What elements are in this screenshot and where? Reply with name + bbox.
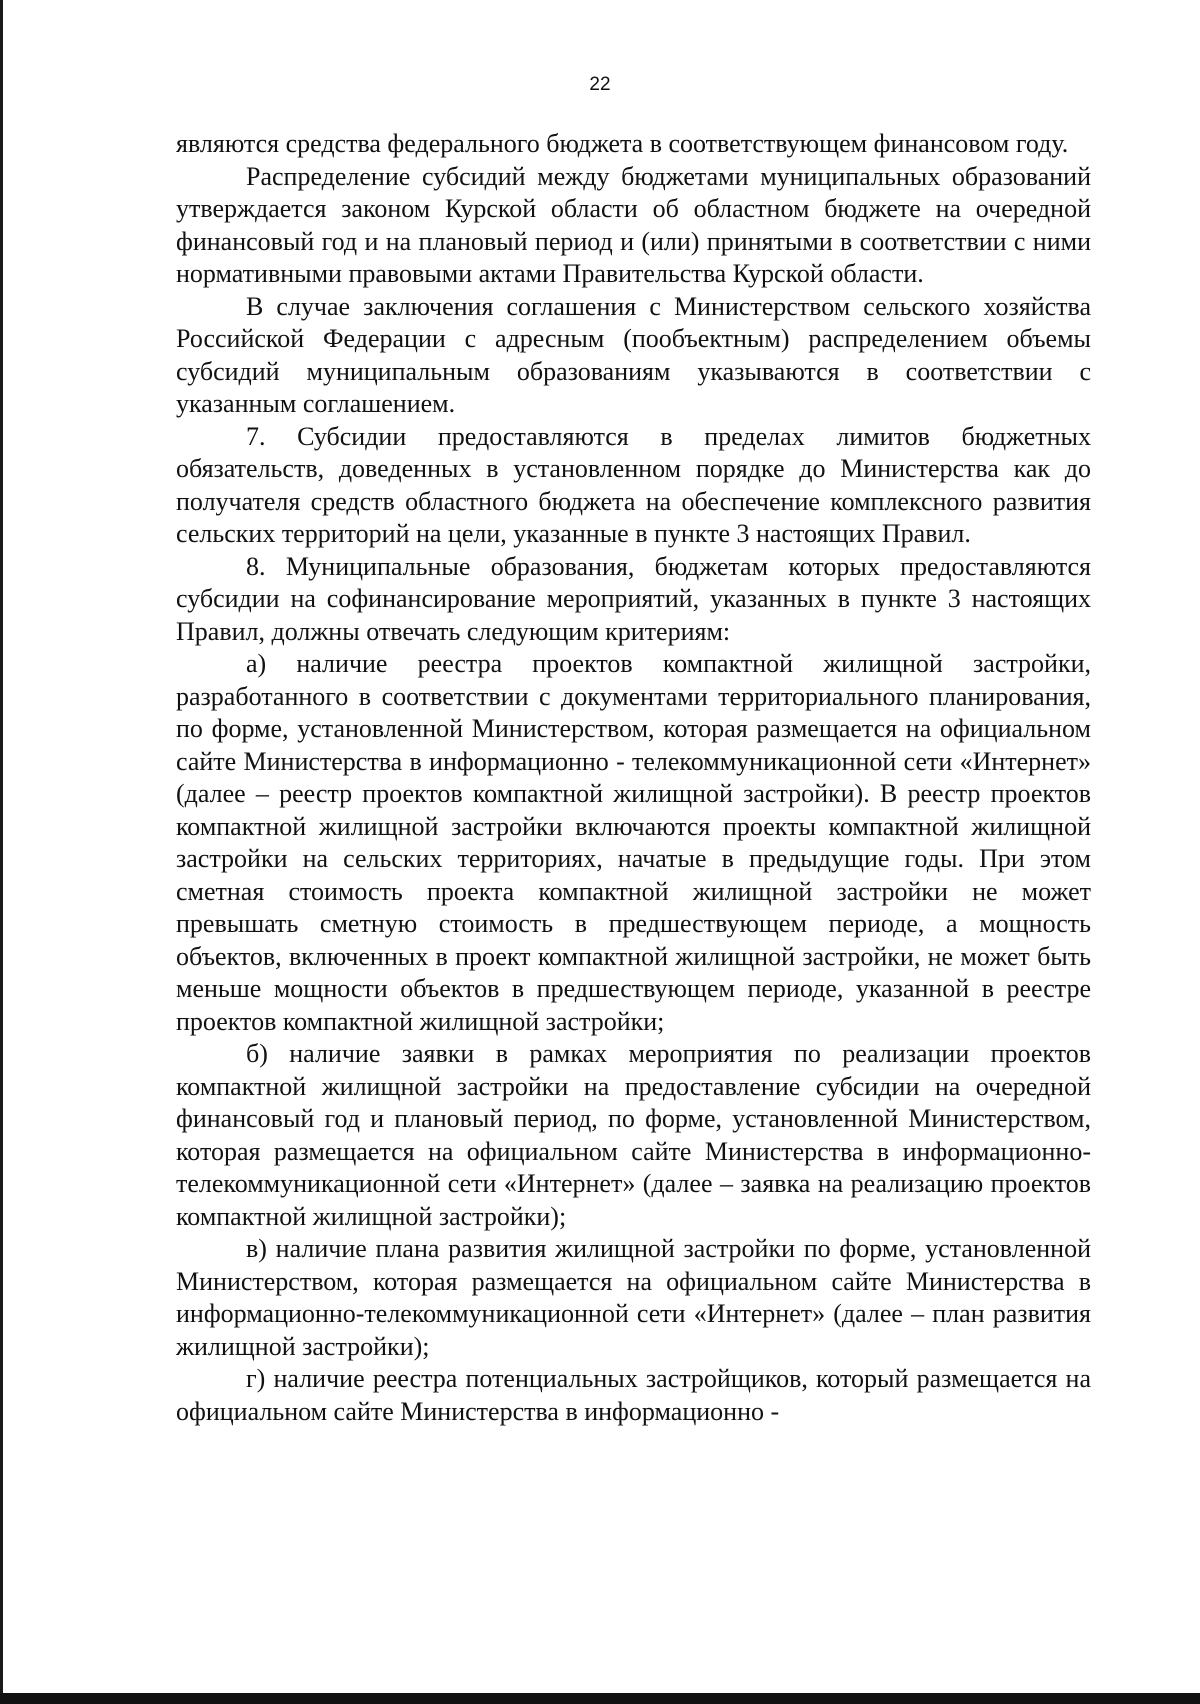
- scan-bottom-edge: [0, 1693, 1200, 1704]
- paragraph-criterion-g: г) наличие реестра потенциальных застройщиков, который размещается на официальном сайте Министерства в информационно -: [176, 1364, 1091, 1426]
- page-number: 22: [589, 74, 611, 95]
- document-body: [176, 128, 1091, 1428]
- paragraph-item-8: 8. Муниципальные образования, бюджетам которых предоставляются субсидии на софинансирование мероприятий, указанных в пункте 3 настоящих Правил, должны отвечать следующим критериям:: [176, 551, 1091, 646]
- scan-left-edge: [0, 0, 3, 1704]
- paragraph-agreement: В случае заключения соглашения с Министерством сельского хозяйства Российской Федерации с адресным (пообъектным) распределением объемы субсидий муниципальным образованиям указываются в соответствии с указанным соглашением.: [176, 291, 1091, 418]
- paragraph-distribution: Распределение субсидий между бюджетами муниципальных образований утверждается законом Курской области об областном бюджете на очередной финансовый год и на плановый период и (или) принятыми в соответствии с ними нормативными правовыми актами Правительства Курской области.: [176, 161, 1091, 288]
- paragraph-criterion-a: а) наличие реестра проектов компактной жилищной застройки, разработанного в соответствии с документами территориального планирования, по форме, установленной Министерством, которая размещается на официальном сайте Министерства в информационно - телекоммуникационной сети «Интернет» (далее – реестр проектов компактной жилищной застройки). В реестр проектов компактной жилищной застройки включаются проекты компактной жилищной застройки на сельских территориях, начатые в предыдущие годы. При этом сметная стоимость проекта компактной жилищной застройки не может превышать сметную стоимость в предшествующем периоде, а мощность объектов, включенных в проект компактной жилищной застройки, не может быть меньше мощности объектов в предшествующем периоде, указанной в реестре проектов компактной жилищной застройки;: [176, 649, 1091, 1036]
- paragraph-criterion-b: б) наличие заявки в рамках мероприятия по реализации проектов компактной жилищной застройки на предоставление субсидии на очередной финансовый год и плановый период, по форме, установленной Министерством, которая размещается на официальном сайте Министерства в информационно-телекоммуникационной сети «Интернет» (далее – заявка на реализацию проектов компактной жилищной застройки);: [176, 1039, 1091, 1231]
- paragraph-budget-source: являются средства федерального бюджета в соответствующем финансовом году.: [176, 129, 1069, 158]
- paragraph-item-7: 7. Субсидии предоставляются в пределах лимитов бюджетных обязательств, доведенных в установленном порядке до Министерства как до получателя средств областного бюджета на обеспечение комплексного развития сельских территорий на цели, указанные в пункте 3 настоящих Правил.: [176, 421, 1091, 548]
- paragraph-criterion-v: в) наличие плана развития жилищной застройки по форме, установленной Министерством, которая размещается на официальном сайте Министерства в информационно-телекоммуникационной сети «Интернет» (далее – план развития жилищной застройки);: [176, 1234, 1091, 1361]
